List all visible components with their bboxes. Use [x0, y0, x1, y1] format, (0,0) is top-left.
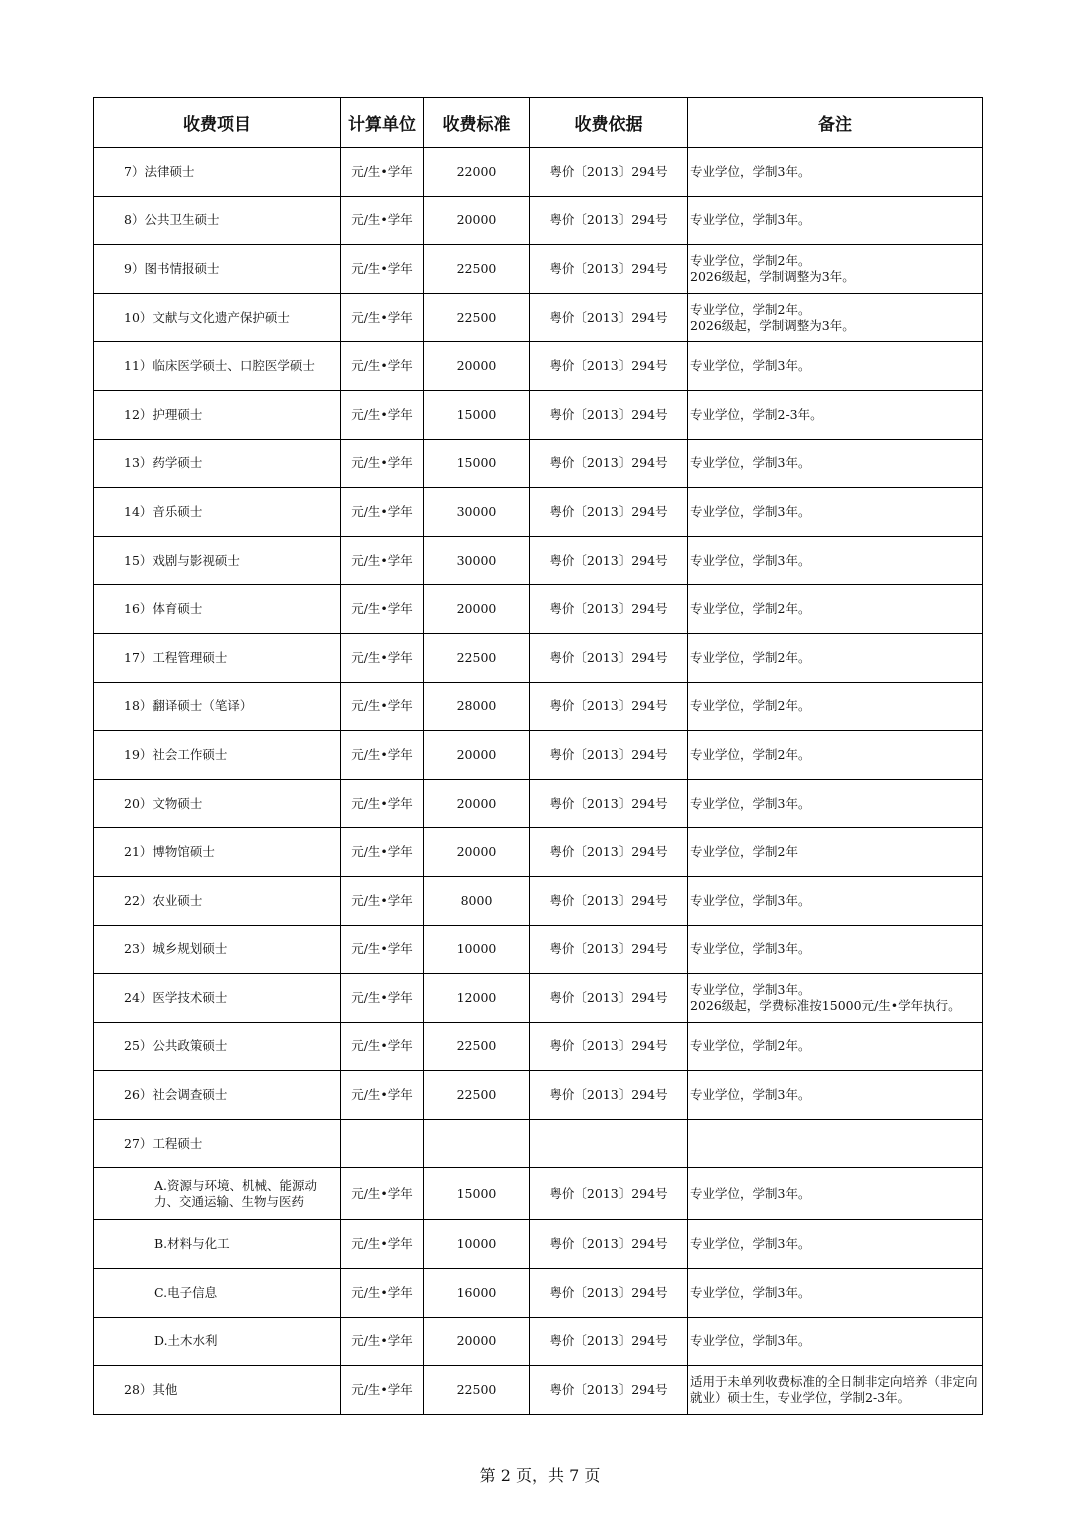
table-row: [94, 1317, 983, 1366]
note-line: 专业学位，学制2年。: [690, 649, 811, 665]
note-cell: [688, 293, 983, 342]
table-row: [94, 1366, 983, 1415]
unit-cell: 元/生•学年: [341, 585, 424, 634]
basis-cell: 粤价〔2013〕294号: [530, 1071, 688, 1120]
table-row: [94, 828, 983, 877]
note-cell: [688, 536, 983, 585]
item-cell: 28）其他: [94, 1366, 341, 1415]
item-cell: 16）体育硕士: [94, 585, 341, 634]
standard-cell: 10000: [424, 925, 530, 974]
item-cell: 25）公共政策硕士: [94, 1022, 341, 1071]
standard-cell: 22500: [424, 1071, 530, 1120]
table-row: [94, 585, 983, 634]
table-row: [94, 876, 983, 925]
note-cell: [688, 1022, 983, 1071]
table-row: [94, 245, 983, 294]
basis-cell: 粤价〔2013〕294号: [530, 633, 688, 682]
table-row: [94, 439, 983, 488]
unit-cell: 元/生•学年: [341, 682, 424, 731]
unit-cell: 元/生•学年: [341, 342, 424, 391]
unit-cell: 元/生•学年: [341, 439, 424, 488]
note-cell: [688, 439, 983, 488]
note-cell: [688, 1220, 983, 1269]
item-cell: 27）工程硕士: [94, 1119, 341, 1168]
standard-cell: 20000: [424, 196, 530, 245]
table-row: [94, 342, 983, 391]
table-row: [94, 1220, 983, 1269]
standard-cell: 28000: [424, 682, 530, 731]
table-row: [94, 779, 983, 828]
header-item: 收费项目: [94, 98, 341, 148]
standard-cell: 20000: [424, 731, 530, 780]
unit-cell: 元/生•学年: [341, 876, 424, 925]
note-cell: [688, 828, 983, 877]
item-cell: A.资源与环境、机械、能源动力、交通运输、生物与医药: [94, 1168, 341, 1220]
note-cell: [688, 779, 983, 828]
note-line: 专业学位，学制2年: [690, 844, 798, 860]
item-cell: C.电子信息: [94, 1269, 341, 1318]
table-row: [94, 1269, 983, 1318]
page-footer: 第 2 页，共 7 页: [479, 1466, 601, 1485]
note-cell: [688, 148, 983, 197]
note-line: 专业学位，学制3年。: [690, 1185, 811, 1201]
standard-cell: 20000: [424, 828, 530, 877]
table-row: [94, 536, 983, 585]
standard-cell: 15000: [424, 390, 530, 439]
unit-cell: 元/生•学年: [341, 1071, 424, 1120]
note-cell: [688, 390, 983, 439]
basis-cell: 粤价〔2013〕294号: [530, 731, 688, 780]
note-line: 专业学位，学制3年。: [690, 552, 811, 568]
standard-cell: 20000: [424, 585, 530, 634]
unit-cell: 元/生•学年: [341, 245, 424, 294]
standard-cell: 20000: [424, 342, 530, 391]
note-cell: [688, 1119, 983, 1168]
header-unit: 计算单位: [341, 98, 424, 148]
standard-cell: 10000: [424, 1220, 530, 1269]
basis-cell: 粤价〔2013〕294号: [530, 1022, 688, 1071]
unit-cell: 元/生•学年: [341, 1168, 424, 1220]
table-row: [94, 1119, 983, 1168]
note-line: 专业学位，学制2年。: [690, 601, 811, 617]
fee-table: [93, 97, 983, 1415]
unit-cell: 元/生•学年: [341, 1269, 424, 1318]
basis-cell: 粤价〔2013〕294号: [530, 342, 688, 391]
unit-cell: 元/生•学年: [341, 390, 424, 439]
standard-cell: 8000: [424, 876, 530, 925]
note-line: 专业学位，学制2年。: [690, 698, 811, 714]
note-cell: [688, 585, 983, 634]
item-cell: 26）社会调查硕士: [94, 1071, 341, 1120]
header-row: [94, 98, 983, 148]
table-row: [94, 1022, 983, 1071]
note-line: 专业学位，学制2年。: [690, 1038, 811, 1054]
note-line: 专业学位，学制3年。: [690, 163, 811, 179]
standard-cell: 20000: [424, 779, 530, 828]
table-row: [94, 925, 983, 974]
note-line: 专业学位，学制3年。: [690, 892, 811, 908]
standard-cell: 30000: [424, 536, 530, 585]
table-row: [94, 974, 983, 1023]
item-cell: B.材料与化工: [94, 1220, 341, 1269]
table-row: [94, 148, 983, 197]
header-note: 备注: [688, 98, 983, 148]
unit-cell: 元/生•学年: [341, 1220, 424, 1269]
note-cell: [688, 342, 983, 391]
unit-cell: 元/生•学年: [341, 1022, 424, 1071]
note-line: 专业学位，学制3年。: [690, 1236, 811, 1252]
standard-cell: 15000: [424, 1168, 530, 1220]
standard-cell: 30000: [424, 488, 530, 537]
table-row: [94, 682, 983, 731]
note-line: 专业学位，学制3年。: [690, 1284, 811, 1300]
basis-cell: 粤价〔2013〕294号: [530, 488, 688, 537]
unit-cell: 元/生•学年: [341, 1366, 424, 1415]
note-line: 适用于未单列收费标准的全日制非定向培养（非定向就业）硕士生，专业学位，学制2-3年。: [690, 1374, 978, 1406]
standard-cell: 16000: [424, 1269, 530, 1318]
note-cell: [688, 1071, 983, 1120]
note-cell: [688, 196, 983, 245]
unit-cell: 元/生•学年: [341, 779, 424, 828]
basis-cell: 粤价〔2013〕294号: [530, 390, 688, 439]
basis-cell: 粤价〔2013〕294号: [530, 974, 688, 1023]
unit-cell: 元/生•学年: [341, 196, 424, 245]
unit-cell: 元/生•学年: [341, 925, 424, 974]
note-line: 专业学位，学制2年。: [690, 252, 811, 268]
note-line: 专业学位，学制2年。: [690, 746, 811, 762]
item-cell: 8）公共卫生硕士: [94, 196, 341, 245]
table-row: [94, 731, 983, 780]
table-row: [94, 390, 983, 439]
note-line: 专业学位，学制3年。: [690, 981, 811, 997]
item-cell: D.土木水利: [94, 1317, 341, 1366]
note-line: 专业学位，学制3年。: [690, 358, 811, 374]
standard-cell: [424, 1119, 530, 1168]
standard-cell: 15000: [424, 439, 530, 488]
basis-cell: 粤价〔2013〕294号: [530, 682, 688, 731]
unit-cell: 元/生•学年: [341, 1317, 424, 1366]
unit-cell: 元/生•学年: [341, 633, 424, 682]
note-line: 专业学位，学制2年。: [690, 301, 811, 317]
note-line: 专业学位，学制3年。: [690, 795, 811, 811]
basis-cell: 粤价〔2013〕294号: [530, 536, 688, 585]
basis-cell: 粤价〔2013〕294号: [530, 245, 688, 294]
note-cell: [688, 682, 983, 731]
standard-cell: 22500: [424, 293, 530, 342]
basis-cell: 粤价〔2013〕294号: [530, 1317, 688, 1366]
basis-cell: 粤价〔2013〕294号: [530, 828, 688, 877]
note-line: 专业学位，学制3年。: [690, 455, 811, 471]
basis-cell: 粤价〔2013〕294号: [530, 1366, 688, 1415]
table-row: [94, 488, 983, 537]
basis-cell: 粤价〔2013〕294号: [530, 876, 688, 925]
item-cell: 14）音乐硕士: [94, 488, 341, 537]
unit-cell: 元/生•学年: [341, 828, 424, 877]
basis-cell: 粤价〔2013〕294号: [530, 1168, 688, 1220]
basis-cell: 粤价〔2013〕294号: [530, 439, 688, 488]
item-cell: 21）博物馆硕士: [94, 828, 341, 877]
note-line: 专业学位，学制2-3年。: [690, 406, 823, 422]
basis-cell: 粤价〔2013〕294号: [530, 293, 688, 342]
table-row: [94, 633, 983, 682]
table-row: [94, 196, 983, 245]
note-line: 专业学位，学制3年。: [690, 941, 811, 957]
standard-cell: 12000: [424, 974, 530, 1023]
note-cell: [688, 245, 983, 294]
note-cell: [688, 1168, 983, 1220]
item-cell: 24）医学技术硕士: [94, 974, 341, 1023]
header-basis: 收费依据: [530, 98, 688, 148]
unit-cell: 元/生•学年: [341, 293, 424, 342]
item-cell: 15）戏剧与影视硕士: [94, 536, 341, 585]
unit-cell: 元/生•学年: [341, 974, 424, 1023]
basis-cell: 粤价〔2013〕294号: [530, 1269, 688, 1318]
item-cell: 23）城乡规划硕士: [94, 925, 341, 974]
unit-cell: 元/生•学年: [341, 731, 424, 780]
basis-cell: 粤价〔2013〕294号: [530, 585, 688, 634]
note-cell: [688, 1269, 983, 1318]
unit-cell: 元/生•学年: [341, 536, 424, 585]
item-cell: 7）法律硕士: [94, 148, 341, 197]
unit-cell: 元/生•学年: [341, 488, 424, 537]
fee-table-body: [94, 148, 983, 1415]
item-cell: 9）图书情报硕士: [94, 245, 341, 294]
standard-cell: 22500: [424, 1366, 530, 1415]
note-cell: [688, 974, 983, 1023]
note-cell: [688, 925, 983, 974]
standard-cell: 22500: [424, 1022, 530, 1071]
unit-cell: [341, 1119, 424, 1168]
item-cell: 17）工程管理硕士: [94, 633, 341, 682]
item-cell: 20）文物硕士: [94, 779, 341, 828]
standard-cell: 22000: [424, 148, 530, 197]
note-cell: [688, 1317, 983, 1366]
note-line: 专业学位，学制3年。: [690, 1087, 811, 1103]
table-row: [94, 1168, 983, 1220]
note-line: 专业学位，学制3年。: [690, 1333, 811, 1349]
basis-cell: 粤价〔2013〕294号: [530, 196, 688, 245]
standard-cell: 22500: [424, 245, 530, 294]
header-standard: 收费标准: [424, 98, 530, 148]
standard-cell: 22500: [424, 633, 530, 682]
standard-cell: 20000: [424, 1317, 530, 1366]
note-cell: [688, 488, 983, 537]
note-line: 2026级起，学制调整为3年。: [690, 268, 855, 284]
note-line: 2026级起，学费标准按15000元/生•学年执行。: [690, 997, 961, 1013]
note-cell: [688, 731, 983, 780]
note-line: 专业学位，学制3年。: [690, 503, 811, 519]
basis-cell: 粤价〔2013〕294号: [530, 925, 688, 974]
note-cell: [688, 876, 983, 925]
item-cell: 19）社会工作硕士: [94, 731, 341, 780]
item-cell: 11）临床医学硕士、口腔医学硕士: [94, 342, 341, 391]
item-cell: 13）药学硕士: [94, 439, 341, 488]
table-row: [94, 293, 983, 342]
item-cell: 12）护理硕士: [94, 390, 341, 439]
note-cell: [688, 633, 983, 682]
note-line: 专业学位，学制3年。: [690, 212, 811, 228]
basis-cell: 粤价〔2013〕294号: [530, 1220, 688, 1269]
unit-cell: 元/生•学年: [341, 148, 424, 197]
table-row: [94, 1071, 983, 1120]
item-cell: 22）农业硕士: [94, 876, 341, 925]
basis-cell: 粤价〔2013〕294号: [530, 779, 688, 828]
item-cell: 10）文献与文化遗产保护硕士: [94, 293, 341, 342]
note-cell: [688, 1366, 983, 1415]
note-line: 2026级起，学制调整为3年。: [690, 317, 855, 333]
item-cell: 18）翻译硕士（笔译）: [94, 682, 341, 731]
basis-cell: [530, 1119, 688, 1168]
basis-cell: 粤价〔2013〕294号: [530, 148, 688, 197]
